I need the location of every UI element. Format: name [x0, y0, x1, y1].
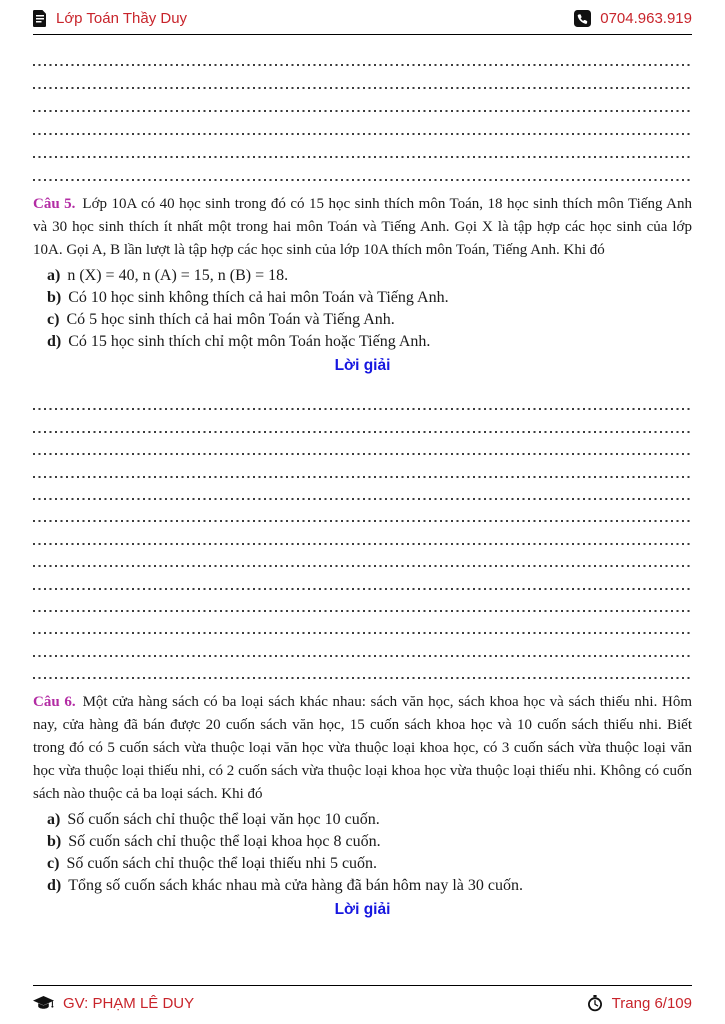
- option-text: Số cuốn sách chỉ thuộc thể loại văn học 10 cuốn.: [67, 811, 380, 829]
- option-row: [33, 265, 692, 287]
- question-5-options: [33, 265, 692, 353]
- option-text: Có 5 học sinh thích cả hai môn Toán và Tiếng Anh.: [66, 311, 395, 328]
- dotted-answer-line: [33, 567, 692, 589]
- dotted-answer-line: [33, 500, 692, 522]
- dotted-answer-line: [33, 135, 692, 158]
- question-6-label: Câu 6.: [33, 694, 76, 711]
- dotted-answer-line: [33, 112, 692, 135]
- dotted-answer-line: [33, 522, 692, 544]
- option-label: c): [47, 311, 60, 328]
- dotted-answer-line: [33, 455, 692, 477]
- question-5-label: Câu 5.: [33, 196, 76, 212]
- document-icon: [33, 10, 47, 27]
- phone-number: 0704.963.919: [600, 10, 692, 27]
- dotted-answer-line: [33, 590, 692, 612]
- page-footer: [33, 985, 692, 1012]
- dotted-answer-line: [33, 89, 692, 112]
- dotted-answer-line: [33, 545, 692, 567]
- dotted-answer-line: [33, 66, 692, 89]
- option-label: c): [47, 855, 60, 873]
- page-number: Trang 6/109: [611, 995, 692, 1012]
- option-label: d): [47, 877, 62, 895]
- option-label: d): [47, 333, 62, 350]
- clock-icon: [587, 995, 603, 1012]
- question-6-options: [33, 809, 692, 897]
- answer-area-middle: [33, 388, 692, 679]
- solution-heading: Lời giải: [334, 357, 391, 374]
- dotted-answer-line: [33, 634, 692, 656]
- option-text: Có 10 học sinh không thích cả hai môn Toán và Tiếng Anh.: [68, 289, 449, 306]
- option-text: Số cuốn sách chỉ thuộc thể loại khoa học 8 cuốn.: [68, 833, 381, 851]
- dotted-answer-line: [33, 43, 692, 66]
- brand-title: Lớp Toán Thầy Duy: [56, 10, 188, 27]
- option-label: b): [47, 833, 62, 851]
- option-text: n (X) = 40, n (A) = 15, n (B) = 18.: [67, 267, 289, 284]
- option-text: Tổng số cuốn sách khác nhau mà cửa hàng đã bán hôm nay là 30 cuốn.: [68, 877, 523, 895]
- dotted-answer-line: [33, 657, 692, 679]
- dotted-answer-line: [33, 388, 692, 410]
- question-6-statement: Một cửa hàng sách có ba loại sách khác nhau: sách văn học, sách khoa học và sách thiếu nhi. Hôm nay, cửa hàng đã bán được 20 cuốn sách văn học, 15 cuốn sách khoa học và 10 cuốn sách thiếu nhi. Biết trong đó có 5 cuốn sách vừa thuộc loại văn học vừa thuộc loại khoa học, có 3 cuốn sách vừa thuộc loại văn học vừa thuộc loại thiếu nhi, có 2 cuốn sách vừa thuộc loại khoa học vừa thuộc loại thiếu nhi. Không có cuốn sách nào thuộc cả ba loại sách. Khi đó: [33, 694, 692, 803]
- option-label: b): [47, 289, 62, 306]
- question-5-statement: Lớp 10A có 40 học sinh trong đó có 15 học sinh thích môn Toán, 18 học sinh thích môn Tiếng Anh và 30 học sinh thích ít nhất một trong hai môn Toán và Tiếng Anh. Gọi X là tập hợp các học sinh của lớp 10A. Gọi A, B lần lượt là tập hợp các học sinh của lớp 10A thích môn Toán, Tiếng Anh. Khi đó: [33, 196, 692, 258]
- dotted-answer-line: [33, 612, 692, 634]
- dotted-answer-line: [33, 478, 692, 500]
- option-row: [33, 809, 692, 831]
- teacher-name: GV: PHẠM LÊ DUY: [63, 995, 195, 1012]
- option-text: Số cuốn sách chỉ thuộc thể loại thiếu nhi 5 cuốn.: [66, 855, 378, 873]
- dotted-answer-line: [33, 410, 692, 432]
- dotted-answer-line: [33, 158, 692, 181]
- phone-icon: [574, 10, 591, 27]
- graduation-cap-icon: [33, 996, 54, 1011]
- answer-area-top: [33, 43, 692, 181]
- page-header: [33, 10, 692, 35]
- option-row: [33, 853, 692, 875]
- option-row: [33, 331, 692, 353]
- option-row: [33, 875, 692, 897]
- dotted-answer-line: [33, 433, 692, 455]
- option-row: [33, 309, 692, 331]
- option-label: a): [47, 811, 61, 829]
- question-6: [33, 691, 692, 806]
- option-label: a): [47, 267, 61, 284]
- option-text: Có 15 học sinh thích chỉ một môn Toán hoặc Tiếng Anh.: [68, 333, 431, 350]
- solution-heading: Lời giải: [334, 901, 391, 919]
- question-5: [33, 193, 692, 262]
- option-row: [33, 831, 692, 853]
- option-row: [33, 287, 692, 309]
